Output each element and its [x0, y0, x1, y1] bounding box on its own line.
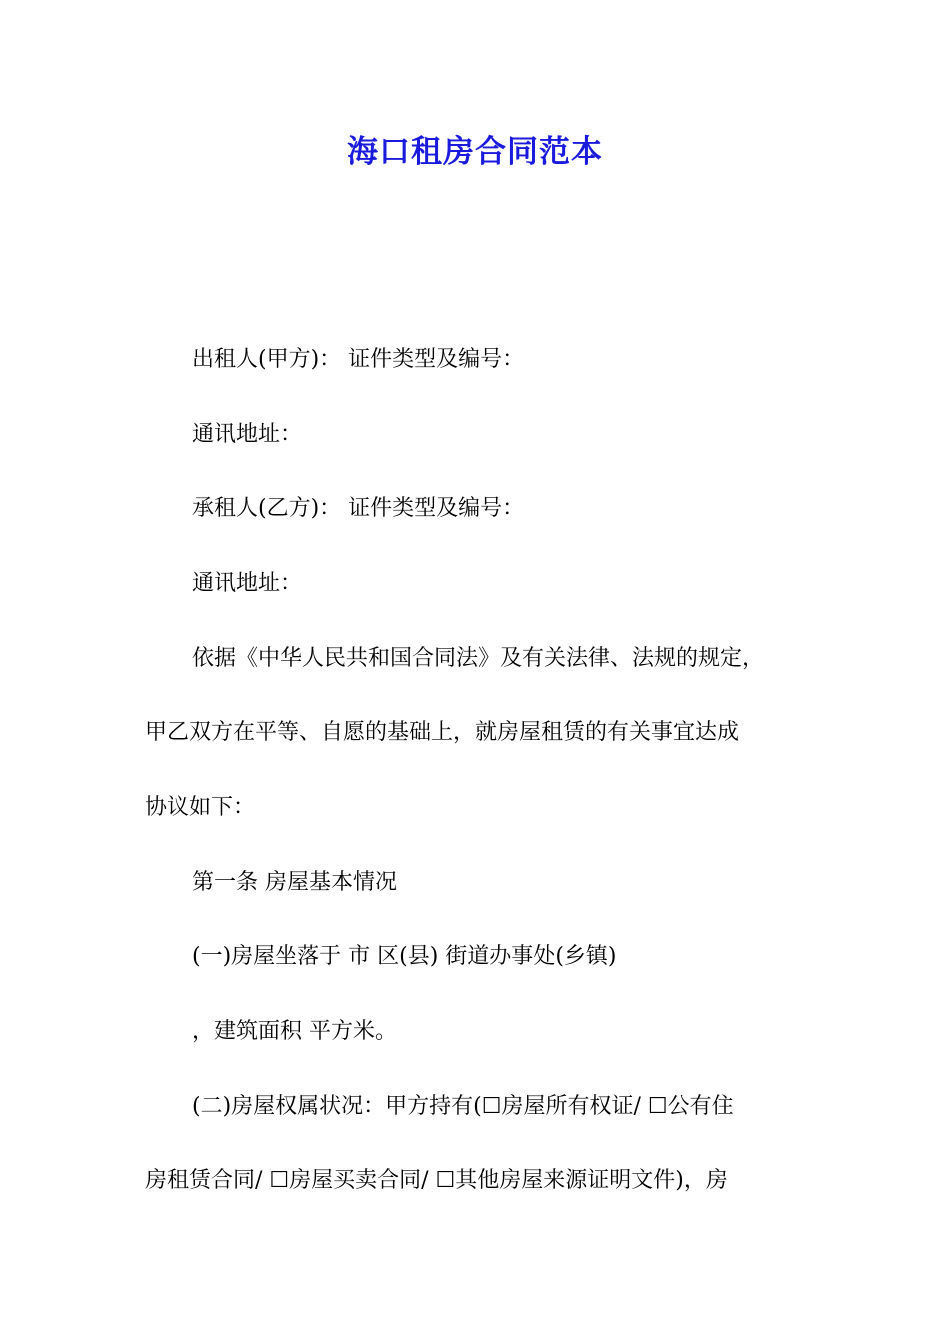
lessor-address-line: 通讯地址： — [192, 422, 303, 447]
clause-2-ownership-line-1: (二)房屋权属状况：甲方持有(☐房屋所有权证/ ☐公有住 — [192, 1094, 734, 1119]
clause-1-area: ，建筑面积 平方米。 — [192, 1019, 397, 1044]
preamble-line-3: 协议如下： — [145, 795, 256, 820]
preamble-line-2: 甲乙双方在平等、自愿的基础上，就房屋租赁的有关事宜达成 — [145, 720, 740, 745]
clause-1-location: (一)房屋坐落于 市 区(县) 街道办事处(乡镇) — [192, 944, 617, 969]
clause-2-ownership-line-2: 房租赁合同/ ☐房屋买卖合同/ ☐其他房屋来源证明文件)，房 — [145, 1168, 728, 1193]
lessee-line: 承租人(乙方)： 证件类型及编号： — [192, 496, 525, 521]
document-title: 海口租房合同范本 — [347, 134, 603, 170]
preamble-line-1: 依据《中华人民共和国合同法》及有关法律、法规的规定， — [192, 646, 765, 671]
article-1-heading: 第一条 房屋基本情况 — [192, 870, 397, 895]
lessee-address-line: 通讯地址： — [192, 571, 303, 596]
lessor-line: 出租人(甲方)： 证件类型及编号： — [192, 347, 525, 372]
